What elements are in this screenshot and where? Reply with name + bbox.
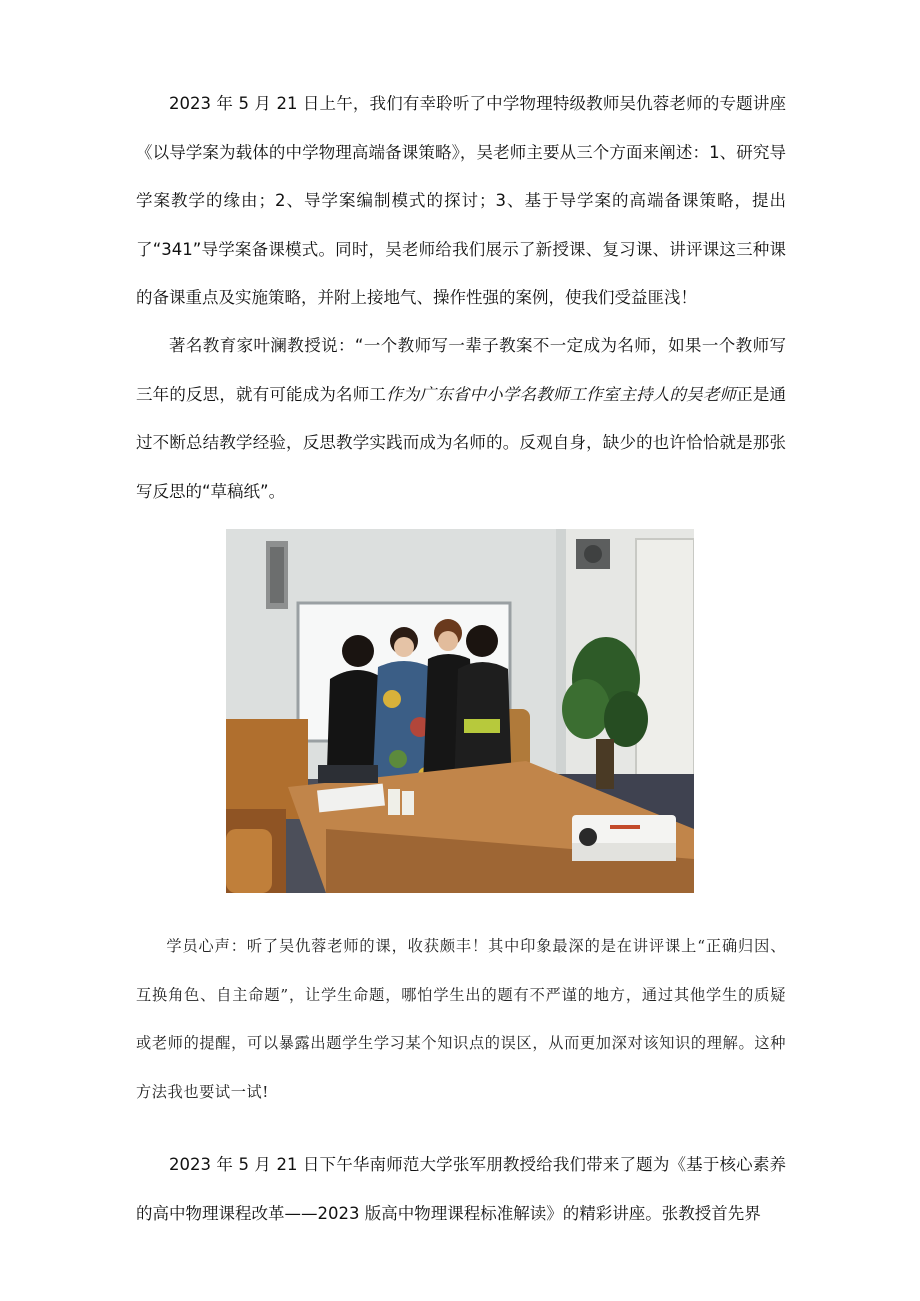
quote-italic-text: 作为广东省中小学名教师工作室主持人的吴老师: [386, 384, 737, 404]
paragraph-student-reflection: 学员心声：听了吴仇蓉老师的课，收获颇丰！其中印象最深的是在讲评课上“正确归因、互换角色、自主命题”，让学生命题，哪怕学生出的题有不严谨的地方，通过其他学生的质疑或老师的提醒，可以暴露出题学生学习某个知识点的误区，从而更加深对该知识的理解。这种方法我也要试一试!: [136, 937, 786, 1101]
paragraph-lecture-summary: 2023 年 5 月 21 日上午，我们有幸聆听了中学物理特级教师吴仇蓉老师的专题讲座《以导学案为载体的中学物理高端备课策略》，吴老师主要从三个方面来阐述：1、研究导学案教学的缘由；2、导学案编制模式的探讨；3、基于导学案的高端备课策略，提出了“341”导学案备课模式。同时，吴老师给我们展示了新授课、复习课、讲评课这三种课的备课重点及实施策略，并附上接地气、操作性强的案例，使我们受益匪浅！: [136, 94, 786, 308]
quote-text: 著名教育家叶澜教授说：“一个教师写一辈子教案不一定成为名师，如果一个教师写三年的反思，就有可能成为名师工: [136, 336, 786, 404]
classroom-photo: [226, 529, 694, 893]
paragraph-reflection-quote: [136, 322, 786, 516]
paragraph-afternoon-lecture: 2023 年 5 月 21 日下午华南师范大学张军朋教授给我们带来了题为《基于核心素养的高中物理课程改革——2023 版高中物理课程标准解读》的精彩讲座。张教授首先界: [136, 1155, 786, 1223]
quote-continuation: 正是通过不断总结教学经验，反思教学实践而成为名师的。反观自身，缺少的也许恰恰就是那张写反思的“草稿纸”。: [136, 384, 787, 501]
